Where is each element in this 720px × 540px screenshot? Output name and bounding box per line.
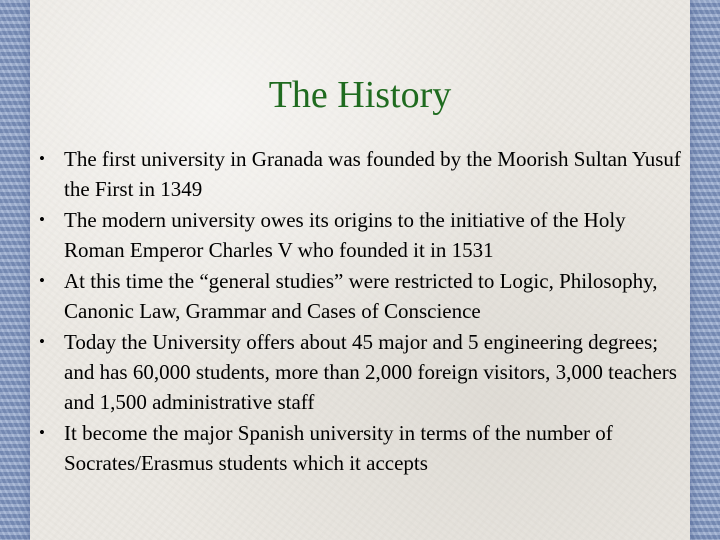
- bullet-marker: •: [39, 149, 45, 168]
- bullet-item: [30, 144, 690, 204]
- bullet-text: The first university in Granada was founded by the Moorish Sultan Yusuf the First in 1349: [64, 147, 681, 201]
- bullet-item: [30, 327, 690, 417]
- bullet-item: [30, 205, 690, 265]
- bullet-text: At this time the “general studies” were restricted to Logic, Philosophy, Canonic Law, Grammar and Cases of Conscience: [64, 269, 658, 323]
- bullet-marker: •: [39, 271, 45, 290]
- slide-title: The History: [268, 74, 452, 116]
- bullet-text: Today the University offers about 45 major and 5 engineering degrees; and has 60,000 students, more than 2,000 foreign visitors, 3,000 teachers and 1,500 administrative staff: [64, 330, 677, 414]
- bullet-item: [30, 418, 690, 478]
- bullet-marker: •: [39, 423, 45, 442]
- bullet-marker: •: [39, 332, 45, 351]
- bullet-text: The modern university owes its origins to the initiative of the Holy Roman Emperor Charles V who founded it in 1531: [64, 208, 626, 262]
- bullet-list: [30, 144, 690, 479]
- bullet-text: It become the major Spanish university in terms of the number of Socrates/Erasmus students which it accepts: [64, 421, 613, 475]
- bullet-item: [30, 266, 690, 326]
- bullet-marker: •: [39, 210, 45, 229]
